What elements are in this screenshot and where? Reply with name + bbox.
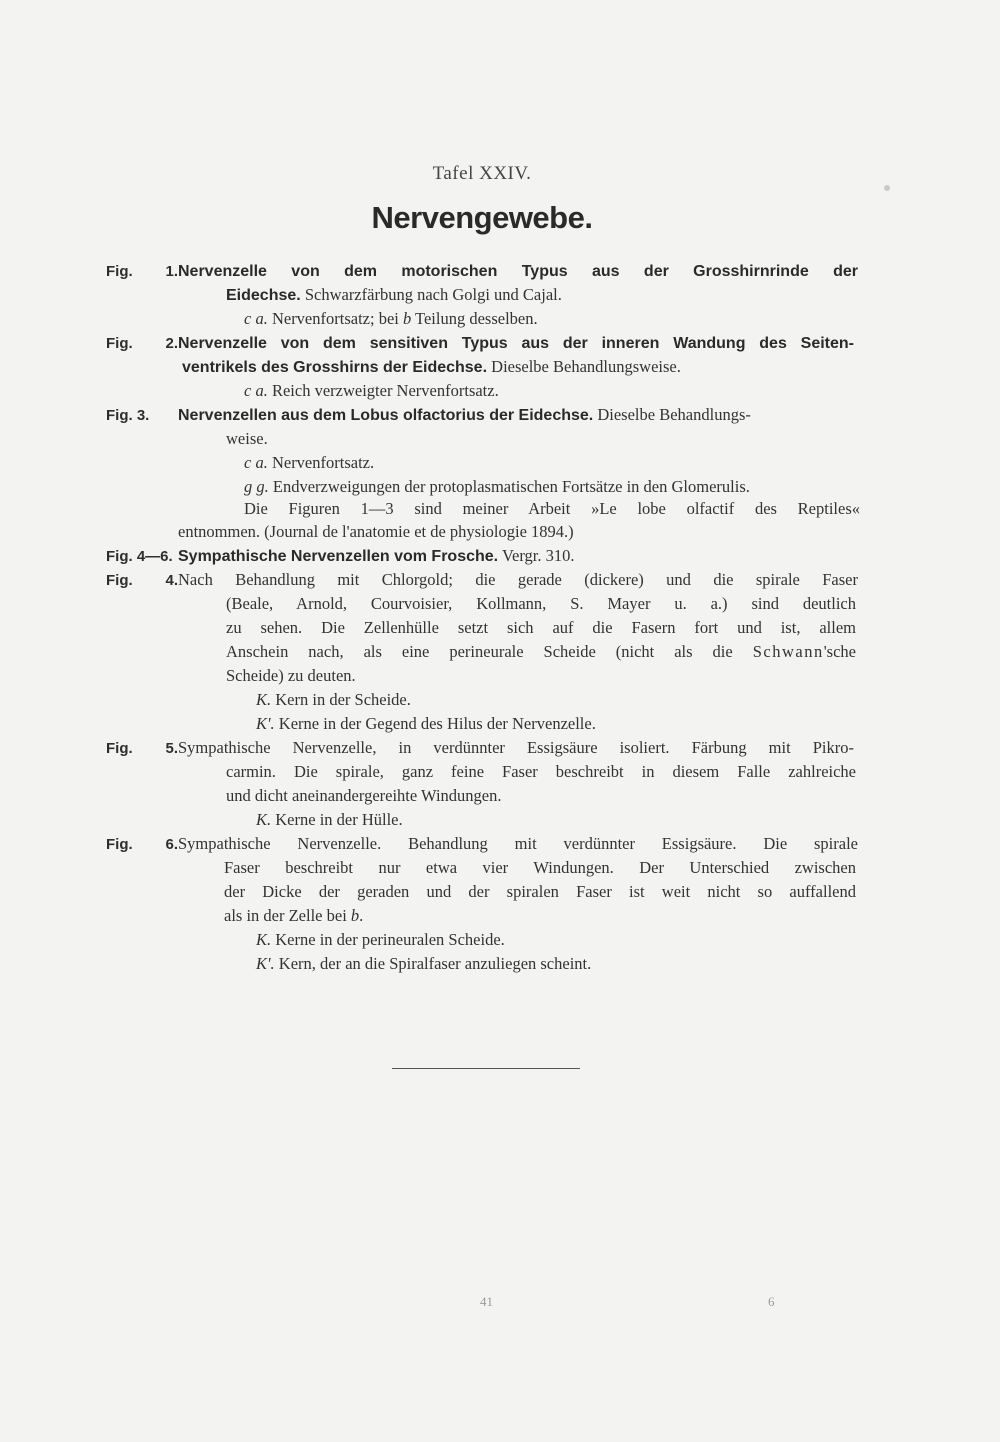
fig-label: Fig. 2. xyxy=(106,335,178,352)
fig-6-line-5: K. Kerne in der perineuralen Scheide. xyxy=(256,930,505,949)
fig-6-line-4: als in der Zelle bei b. xyxy=(224,906,364,925)
fig-3-line-6: entnommen. (Journal de l'anatomie et de physiologie 1894.) xyxy=(178,522,574,541)
fig-label: Fig. 5. xyxy=(106,740,178,757)
fig-label: Fig. 4—6. xyxy=(106,548,173,565)
page-number-right: 6 xyxy=(768,1294,775,1309)
fig-1-line-3: c a. Nervenfortsatz; bei b Teilung desselben. xyxy=(244,309,538,328)
fig-3-line-3: c a. Nervenfortsatz. xyxy=(244,453,375,472)
fig-4-6-heading: Fig. 4—6. Sympathische Nervenzellen vom Frosche. Vergr. 310. xyxy=(106,545,575,568)
fig-3-line-1: Fig. 3. Nervenzellen aus dem Lobus olfactorius der Eidechse. Dieselbe Behandlungs- xyxy=(106,404,751,427)
fig-6-line-6: K'. Kern, der an die Spiralfaser anzuliegen scheint. xyxy=(256,954,592,973)
fig-label: Fig. 3. xyxy=(106,407,150,424)
fig-5-line-4: K. Kerne in der Hülle. xyxy=(256,810,403,829)
fig-4-line-7: K'. Kerne in der Gegend des Hilus der Nervenzelle. xyxy=(256,714,596,733)
fig-2-line-1: Fig. 2.Nervenzelle von dem sensitiven Typus aus der inneren Wandung des Seiten- xyxy=(106,332,854,355)
fig-4-line-6: K. Kern in der Scheide. xyxy=(256,690,411,709)
fig-label: Fig. 6. xyxy=(106,836,178,853)
fig-4-line-5: Scheide) zu deuten. xyxy=(226,666,356,685)
fig-4-line-2: (Beale, Arnold, Courvoisier, Kollmann, S. Mayer u. a.) sind deutlich xyxy=(226,594,856,613)
fig-6-line-3: der Dicke der geraden und der spiralen Faser ist weit nicht so auffallend xyxy=(224,882,856,901)
paper-speck xyxy=(884,185,890,191)
fig-4-line-4: Anschein nach, als eine perineurale Scheide (nicht als die Schwann'sche xyxy=(226,642,856,661)
fig-4-line-1: Fig. 4.Nach Behandlung mit Chlorgold; die gerade (dickere) und die spirale Faser xyxy=(106,569,858,592)
fig-5-line-3: und dicht aneinandergereihte Windungen. xyxy=(226,786,502,805)
fig-3-line-2: weise. xyxy=(226,429,268,448)
fig-label: Fig. 1. xyxy=(106,263,178,280)
fig-1-line-1: Fig. 1.Nervenzelle von dem motorischen Typus aus der Grosshirnrinde der xyxy=(106,260,858,283)
fig-6-line-1: Fig. 6.Sympathische Nervenzelle. Behandlung mit verdünnter Essigsäure. Die spirale xyxy=(106,833,858,856)
fig-5-line-2: carmin. Die spirale, ganz feine Faser beschreibt in diesem Falle zahlreiche xyxy=(226,762,856,781)
fig-3-line-5: Die Figuren 1—3 sind meiner Arbeit »Le lobe olfactif des Reptiles« xyxy=(244,499,860,518)
fig-6-line-2: Faser beschreibt nur etwa vier Windungen. Der Unterschied zwischen xyxy=(224,858,856,877)
fig-label: Fig. 4. xyxy=(106,572,178,589)
section-divider xyxy=(392,1068,580,1069)
fig-2-line-2: ventrikels des Grosshirns der Eidechse. Dieselbe Behandlungsweise. xyxy=(182,357,681,376)
fig-3-line-4: g g. Endverzweigungen der protoplasmatischen Fortsätze in den Glomerulis. xyxy=(244,477,750,496)
page-title: Nervengewebe. xyxy=(371,200,593,235)
plate-number: Tafel XXIV. xyxy=(432,163,532,184)
fig-2-line-3: c a. Reich verzweigter Nervenfortsatz. xyxy=(244,381,499,400)
page-number-center: 41 xyxy=(480,1294,493,1309)
fig-1-line-2: Eidechse. Schwarzfärbung nach Golgi und Cajal. xyxy=(226,285,562,304)
fig-4-line-3: zu sehen. Die Zellenhülle setzt sich auf die Fasern fort und ist, allem xyxy=(226,618,856,637)
fig-5-line-1: Fig. 5.Sympathische Nervenzelle, in verdünnter Essigsäure isoliert. Färbung mit Pikro- xyxy=(106,737,854,760)
